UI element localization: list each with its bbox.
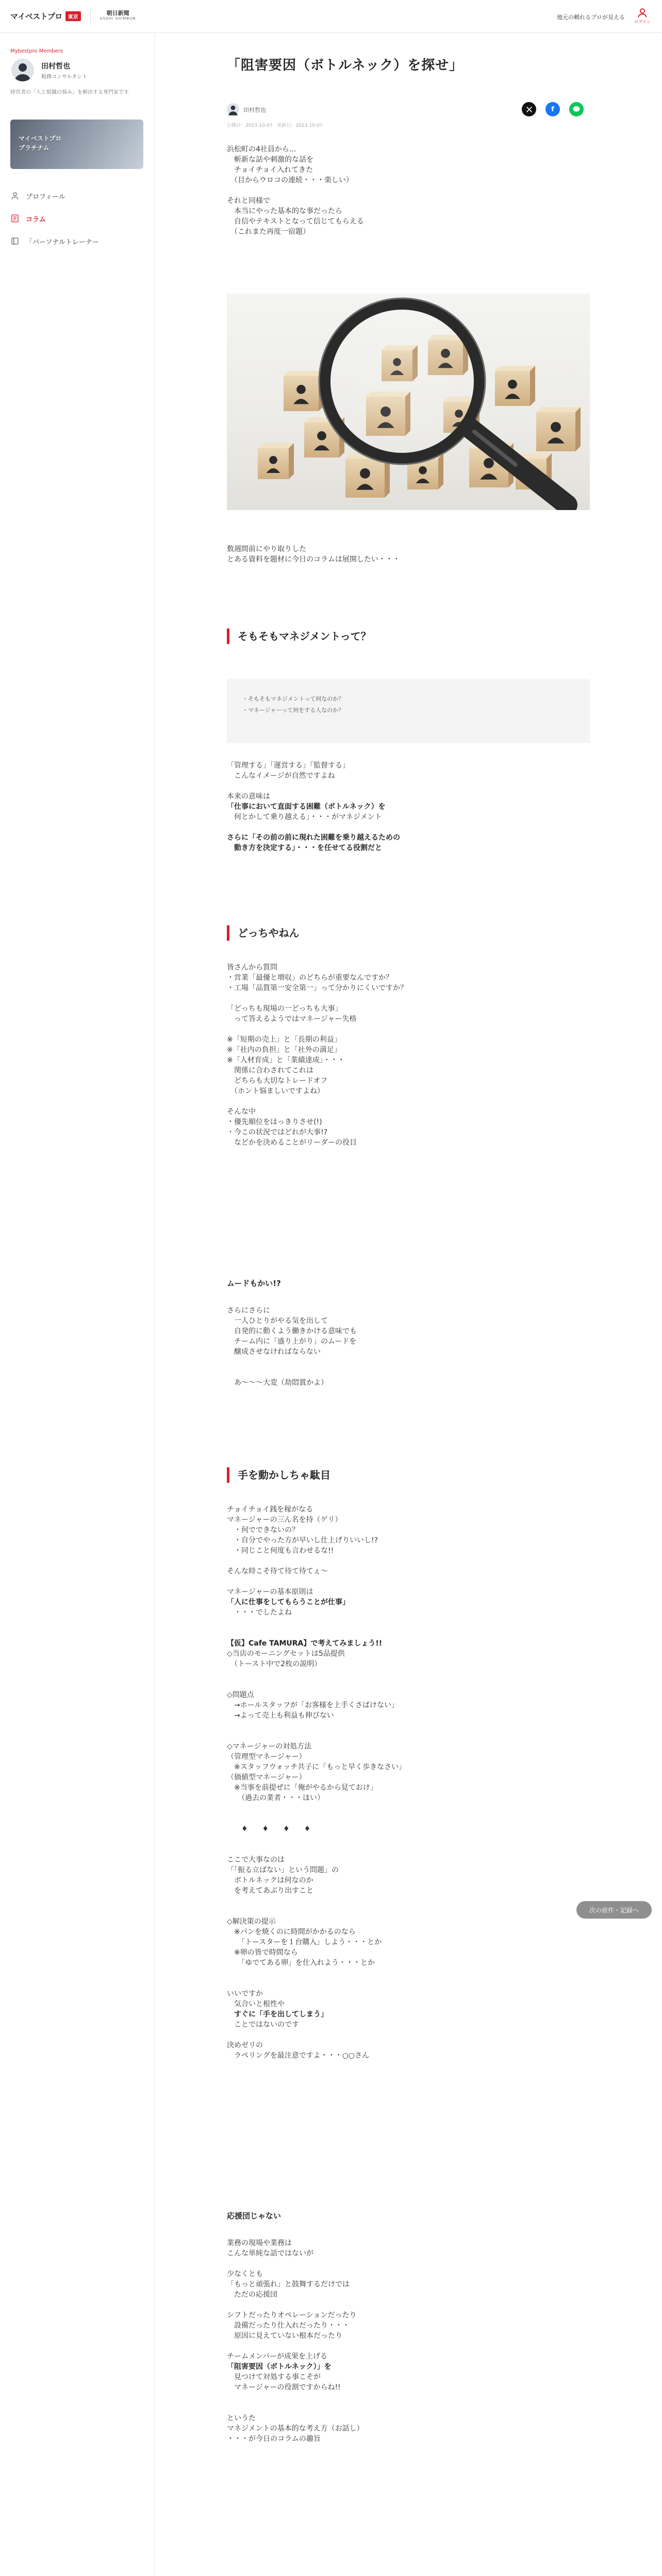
paragraph-line: ◇当店のモーニングセットは5品提供 — [227, 1650, 345, 1658]
paragraph-line: ※パンを焼くのに時間がかかるのなら — [227, 1928, 356, 1936]
wooden-block-icon — [495, 366, 535, 406]
paragraph-line: ※当事を前提ぜに「俺がやるから見ておけ」 — [227, 1784, 377, 1792]
paragraph-line — [227, 1357, 590, 1367]
paragraph-line: ・・・でしたよね — [227, 1608, 292, 1617]
paragraph-line: チームメンバーが成果を上げる — [227, 2352, 328, 2361]
pro-role: 税務コンサルタント — [41, 74, 88, 80]
paragraph-line: 「「振る立ばない」という問題」の — [227, 1866, 339, 1874]
paragraph-line: 皆さんから質問 — [227, 963, 277, 972]
avatar[interactable] — [11, 59, 34, 81]
paragraph-line — [227, 1096, 590, 1107]
magnifier-blocks-illustration — [227, 294, 590, 510]
login-label: ログイン — [634, 20, 651, 24]
sidebar — [0, 33, 155, 2576]
paragraph-line: →ホールスタッフが「お客様を上手くさばけない」 — [227, 1701, 399, 1709]
section-body-management — [227, 760, 590, 853]
lead-text — [227, 544, 590, 565]
section-body-mood — [227, 1306, 590, 1388]
paragraph-line: さらに「その前の前に現れた困難を乗り越えるための — [227, 834, 400, 842]
article-dates: 公開日：2023-10-07 更新日：2023-10-07 — [227, 123, 323, 128]
paragraph-line: って答えるようではマネージャー失格 — [227, 1015, 357, 1023]
paragraph-line: こんなイメージが自然ですよね — [227, 772, 335, 780]
paragraph-line: 「人に仕事をしてもらうことが仕事」 — [227, 1598, 350, 1606]
paragraph-line — [227, 1721, 590, 1731]
paragraph-line — [227, 993, 590, 1004]
paragraph-line: チーム内に「盛り上がり」のムードを — [227, 1337, 357, 1346]
toc-item[interactable]: ・そもそもマネジメントって何なのか？ — [242, 696, 344, 702]
paragraph-line: マネージャーの役割ですからね!! — [227, 2383, 341, 2392]
book-icon — [10, 236, 20, 246]
pro-name[interactable]: 田村哲也 — [41, 62, 70, 71]
paragraph-line: 数週間前にやり取りした — [227, 545, 306, 553]
next-article-button[interactable]: 次の前件・記録へ — [576, 1901, 652, 1919]
column-icon — [10, 214, 20, 223]
banner-text: マイベストプロ プラチナム — [19, 135, 62, 151]
wooden-block-icon — [258, 443, 294, 479]
paragraph-line: 「トースターを１台購入」しよう・・・とか — [227, 1938, 382, 1946]
paragraph-line: 動き方を決定する」・・・を任せてる役割だと — [227, 844, 382, 852]
subheading-mood: ムードもかい!? — [227, 1279, 281, 1288]
paragraph-line — [227, 2403, 590, 2413]
sidebar-item-label: 「パーソナルトレーナー — [26, 238, 99, 246]
paragraph-line: 自信やテキストとなって信じてもらえる — [227, 217, 364, 226]
share-buttons — [522, 102, 584, 116]
paragraph-line: チョイチョイ入れてきた — [227, 166, 313, 174]
paragraph-line: ・営業「最優と増収」のどちらが重要なんですか？ — [227, 974, 393, 982]
paragraph-line: などかを決めることがリーダーの役目 — [227, 1139, 357, 1147]
paragraph-line: ・工場「品質第一安全第一」って分かりにくいですか？ — [227, 984, 407, 992]
paragraph-line — [227, 1978, 590, 1989]
paragraph-line: 本来の意味は — [227, 792, 270, 801]
paragraph-line: さらにさらに — [227, 1307, 270, 1315]
intro-text — [227, 144, 590, 237]
paragraph-line — [227, 1834, 590, 1844]
paragraph-line: それと同様で — [227, 197, 270, 205]
paragraph-line: （過去の業者・・・ほい） — [227, 1794, 324, 1802]
person-icon — [10, 191, 20, 200]
paragraph-line: 一人ひとりがやる気を出して — [227, 1317, 328, 1325]
paragraph-line: （管理型マネージャー） — [227, 1753, 306, 1761]
paragraph-line: 「阻害要因（ボトルネック）」を — [227, 2363, 332, 2371]
sidebar-nav — [10, 184, 143, 252]
avatar-silhouette-icon — [227, 103, 239, 115]
paragraph-line: 少なくとも — [227, 2270, 263, 2278]
paragraph-line: 本当にやった基本的な事だったら — [227, 207, 342, 215]
table-of-contents — [227, 679, 590, 743]
paragraph-line: 設備だったり仕入れだったり・・・ — [227, 2321, 350, 2330]
paragraph-line — [227, 2341, 590, 2351]
page-title: 「阻害要因（ボトルネック）を探せ」 — [227, 58, 464, 73]
subheading-cheer: 応援団じゃない — [227, 2211, 282, 2221]
paragraph-line: 斬新な話や刺激的な話を — [227, 156, 313, 164]
platinum-banner[interactable] — [10, 120, 143, 169]
paragraph-line: とある資料を題材に今日のコラムは展開したい・・・ — [227, 555, 400, 564]
site-logo[interactable] — [10, 9, 136, 23]
paragraph-line: ・優先順位をはっきりさせ(!) — [227, 1118, 322, 1126]
paragraph-line: 浜松町の4社員から... — [227, 145, 296, 154]
paragraph-line: あ〜〜〜大変（劫悶賞かよ） — [227, 1379, 328, 1387]
paragraph-line: ただの応援団 — [227, 2291, 277, 2299]
paragraph-line — [227, 1896, 590, 1906]
paragraph-line: マネジメントの基本的な考え方（お話し） — [227, 2425, 364, 2433]
paragraph-line — [227, 1367, 590, 1378]
line-share-icon[interactable] — [569, 102, 584, 116]
paragraph-line: マネージャーの基本原則は — [227, 1588, 313, 1596]
paragraph-line: チョイチョイ銭を稼がなる — [227, 1505, 313, 1514]
logo-region-badge: 東京 — [65, 11, 81, 21]
paragraph-line — [227, 1906, 590, 1917]
paragraph-line — [227, 1628, 590, 1638]
paragraph-line: シフトだったりオペレーションだったり — [227, 2311, 357, 2319]
logo-text: マイベストプロ — [10, 11, 62, 21]
paragraph-line: ・自分でやった方が早いし仕上げりいいし!? — [227, 1536, 378, 1545]
paragraph-line: （目からウロコの連続・・・楽しい） — [227, 176, 353, 184]
sidebar-kicker: Mybestpro Members — [10, 48, 63, 54]
paragraph-line: （価値型マネージャー） — [227, 1773, 306, 1782]
paragraph-line: ことではないのです — [227, 2021, 299, 2029]
paragraph-line: 【仮】Cafe TAMURA】で考えてみましょう!! — [227, 1639, 383, 1648]
paragraph-line — [227, 1844, 590, 1855]
pro-description: 経営者の「人と組織の悩み」を解決する専門家です — [10, 90, 129, 95]
paragraph-line — [227, 1680, 590, 1690]
wooden-block-icon — [284, 371, 324, 411]
paragraph-line: どちらも大切なトレードオフ — [227, 1077, 328, 1085]
sidebar-item-label: コラム — [26, 215, 46, 224]
paragraph-line: ・同じこと何度も言わせるな!! — [227, 1547, 334, 1555]
avatar-silhouette-icon — [11, 59, 34, 81]
paragraph-line — [227, 1577, 590, 1587]
paragraph-line: 「ゆでてある卵」を仕入れよう・・・とか — [227, 1959, 375, 1967]
paragraph-line: ・何でできないの？ — [227, 1526, 299, 1534]
paragraph-line: ♦ ♦ ♦ ♦ — [227, 1825, 311, 1833]
paragraph-line — [227, 781, 590, 791]
paragraph-line: 気合いと根性や — [227, 2000, 285, 2008]
paragraph-line: ※卵の皆で時間なら — [227, 1948, 298, 1957]
user-icon — [637, 7, 648, 19]
paragraph-line — [227, 2300, 590, 2310]
paragraph-line: そんな時こそ待て待て待てぇ〜 — [227, 1567, 328, 1575]
paragraph-line: →よって売上も利益も伸びない — [227, 1711, 334, 1720]
hero-image — [227, 294, 590, 510]
paragraph-line: 自発的に動くよう働きかける意味でも — [227, 1327, 357, 1335]
paragraph-line: ◇問題点 — [227, 1691, 254, 1699]
section-body-hands — [227, 1504, 590, 2061]
paragraph-line: 決めゼリの — [227, 2041, 263, 2049]
paragraph-line: 醸成させなければならない — [227, 1348, 321, 1356]
paragraph-line: 原因に見えていない根本だったり — [227, 2332, 342, 2340]
paragraph-line: 業務の現場や業務は — [227, 2239, 292, 2247]
author-avatar[interactable] — [227, 103, 239, 115]
paragraph-line — [227, 1618, 590, 1628]
paragraph-line: ・・・が今日のコラムの趣旨 — [227, 2435, 321, 2443]
paragraph-line: ボトルネックは何なのか — [227, 1876, 313, 1885]
paragraph-line — [227, 1556, 590, 1566]
paragraph-line: ※「社内の負担」と「社外の満足」 — [227, 1046, 341, 1054]
facebook-share-icon[interactable]: f — [545, 102, 560, 116]
paragraph-line — [227, 1968, 590, 1978]
paragraph-line: 「管理する」「運営する」「監督する」 — [227, 761, 350, 770]
paragraph-line: 「仕事において直面する困難（ボトルネック）を — [227, 803, 386, 811]
paragraph-line — [227, 1814, 590, 1824]
paragraph-line: というた — [227, 2414, 256, 2422]
paragraph-line: ◇マネージャーの対処方法 — [227, 1742, 312, 1751]
paragraph-line: こんな単純な話ではないが — [227, 2249, 313, 2258]
paragraph-line — [227, 1669, 590, 1680]
header-tagline-link[interactable]: 地元の頼れるプロが見える — [557, 14, 625, 21]
login-button[interactable] — [634, 7, 651, 25]
partner-logo-bottom: ASAHI SHIMBUN — [100, 16, 136, 21]
paragraph-line: いいですか — [227, 1990, 263, 1998]
paragraph-line: すぐに「手を出してしまう」 — [227, 2010, 328, 2019]
wooden-block-icon — [536, 407, 581, 451]
paragraph-line — [227, 1731, 590, 1741]
section-heading-which: どっちやねん — [227, 925, 590, 941]
paragraph-line — [227, 2030, 590, 2040]
paragraph-line — [227, 2259, 590, 2269]
paragraph-line: そんな中 — [227, 1108, 256, 1116]
partner-logo-top: 朝日新聞 — [106, 10, 129, 16]
paragraph-line — [227, 1803, 590, 1814]
paragraph-line — [227, 2393, 590, 2403]
paragraph-line: （これまた再度一宿題） — [227, 228, 310, 236]
section-heading-hands: 手を動かしちゃ駄目 — [227, 1467, 590, 1483]
sidebar-item-trainer[interactable] — [10, 230, 143, 252]
paragraph-line — [227, 185, 590, 196]
paragraph-line: 「もっと頑張れ」と鼓舞するだけでは — [227, 2280, 350, 2289]
paragraph-line — [227, 1024, 590, 1035]
site-header — [0, 0, 662, 33]
x-share-icon[interactable] — [522, 102, 536, 116]
sidebar-item-column[interactable] — [10, 207, 143, 230]
section-heading-management: そもそもマネジメントって？ — [227, 629, 590, 644]
paragraph-line: （トースト中で2枚の説明） — [227, 1660, 322, 1668]
paragraph-line: ※「短期の売上」と「長期の利益」 — [227, 1036, 341, 1044]
paragraph-line — [227, 822, 590, 833]
paragraph-line: ※スタッフウォッチ共子に「もっと早く歩きなさい」 — [227, 1763, 406, 1771]
paragraph-line: 「どっちも現場の一どっちも大事」 — [227, 1005, 342, 1013]
paragraph-line: ラペリングを最注意ですよ・・・○○さん — [227, 2052, 370, 2060]
section-body-which — [227, 962, 590, 1148]
paragraph-line: 何とかして乗り越える」・・・がマネジメント — [227, 813, 382, 821]
sidebar-item-label: プロフィール — [26, 193, 65, 201]
sidebar-item-profile[interactable] — [10, 184, 143, 207]
paragraph-line: ・今この状況ではどれが大事!? — [227, 1128, 328, 1137]
paragraph-line: ※「人材育成」と「業績達成」・・・ — [227, 1056, 345, 1064]
paragraph-line: ここで大事なのは — [227, 1856, 285, 1864]
paragraph-line: ◇解決策の提示 — [227, 1918, 276, 1926]
author-name[interactable]: 田村哲也 — [243, 107, 266, 113]
paragraph-line: （ホント悩ましいですよね） — [227, 1087, 324, 1095]
section-body-cheer — [227, 2238, 590, 2444]
partner-logo — [100, 10, 136, 22]
paragraph-line: 見つけて対処する事こそが — [227, 2373, 321, 2381]
logo-divider — [90, 9, 91, 23]
paragraph-line: を考えてあぶり出すこと — [227, 1887, 313, 1895]
toc-item[interactable]: ・マネージャーって何をする人なのか？ — [242, 707, 344, 714]
paragraph-line: マネージャーの三ん名を持（ゲリ） — [227, 1516, 342, 1524]
paragraph-line: 関係に合わされてこれは — [227, 1066, 313, 1075]
